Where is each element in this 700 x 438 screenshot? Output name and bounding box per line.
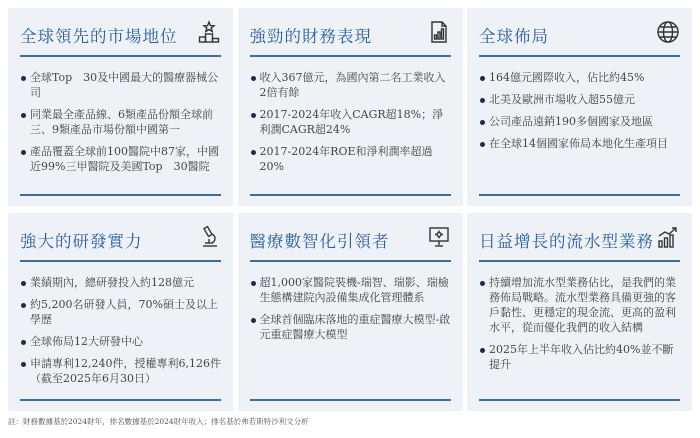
list-item: 全球首個臨床落地的重症醫療大模型-啟元重症醫療大模型 xyxy=(250,312,451,342)
list-item: 全球Top 30及中國最大的醫療器械公司 xyxy=(20,70,221,100)
card-title: 全球領先的市場地位 xyxy=(20,27,178,46)
card-recurring-business xyxy=(467,213,692,411)
list-item: 業績期內，總研發投入約128億元 xyxy=(20,275,221,290)
list-item: 超1,000家醫院裝機-瑞智、瑞影、瑞檢生態構建院內設備集成化管理體系 xyxy=(250,275,451,305)
bullet-list xyxy=(20,275,221,393)
footnote: 註：財務數據基於2024財年，排名數據基於2024財年收入；排名基於弗若斯特沙利文分析 xyxy=(8,417,309,426)
list-item: 2025年上半年收入佔比約40%並不斷提升 xyxy=(479,342,680,372)
title-divider xyxy=(250,260,451,262)
card-global-footprint xyxy=(467,8,692,206)
highlights-grid xyxy=(8,8,692,411)
podium-star-icon xyxy=(197,20,221,44)
list-item: 產品覆蓋全球前100醫院中87家，中國近99%三甲醫院及美國Top 30醫院 xyxy=(20,144,221,174)
list-item: 2017-2024年ROE和淨利潤率超過20% xyxy=(250,144,451,174)
bullet-list xyxy=(479,70,680,158)
card-rnd-strength xyxy=(8,213,233,411)
globe-icon xyxy=(656,20,680,44)
card-title: 日益增長的流水型業務 xyxy=(479,232,654,251)
bullet-list xyxy=(250,70,451,181)
microscope-icon xyxy=(197,225,221,249)
bullet-list xyxy=(250,275,451,349)
card-financial-performance xyxy=(238,8,463,206)
card-bottom-divider xyxy=(479,399,680,401)
financial-report-icon xyxy=(427,20,451,44)
list-item: 公司產品遠銷190多個國家及地區 xyxy=(479,114,680,129)
list-item: 約5,200名研發人員，70%碩士及以上學歷 xyxy=(20,297,221,327)
card-title: 醫療數智化引領者 xyxy=(249,232,390,251)
title-divider xyxy=(20,55,221,57)
title-divider xyxy=(20,260,221,262)
card-digital-leader xyxy=(238,213,463,411)
list-item: 北美及歐洲市場收入超55億元 xyxy=(479,92,680,107)
title-divider xyxy=(250,55,451,57)
card-bottom-divider xyxy=(479,194,680,196)
card-title: 強大的研發實力 xyxy=(20,232,143,251)
card-bottom-divider xyxy=(20,399,221,401)
card-title: 強勁的財務表現 xyxy=(249,27,372,46)
title-divider xyxy=(479,260,680,262)
growth-chart-icon xyxy=(656,225,680,249)
card-bottom-divider xyxy=(20,194,221,196)
list-item: 164億元國際收入，佔比約45% xyxy=(479,70,680,85)
card-bottom-divider xyxy=(250,194,451,196)
card-market-position xyxy=(8,8,233,206)
list-item: 申請專利12,240件，授權專利6,126件（截至2025年6月30日） xyxy=(20,356,221,386)
list-item: 收入367億元，為國內第二名工業收入2倍有餘 xyxy=(250,70,451,100)
list-item: 全球佈局12大研發中心 xyxy=(20,334,221,349)
title-divider xyxy=(479,55,680,57)
bullet-list xyxy=(20,70,221,181)
bullet-list xyxy=(479,275,680,379)
list-item: 持續增加流水型業務佔比，是我們的業務佈局戰略。流水型業務具備更強的客戶黏性、更穩定的現金流、更高的盈利水平，從而優化我們的收入結構 xyxy=(479,275,680,335)
list-item: 2017-2024年收入CAGR超18%；淨利潤CAGR超24% xyxy=(250,107,451,137)
card-bottom-divider xyxy=(250,399,451,401)
list-item: 同業最全產品線、6類產品份額全球前三、9類產品市場份額中國第一 xyxy=(20,107,221,137)
list-item: 在全球14個國家佈局本地化生產項目 xyxy=(479,136,680,151)
monitor-ai-icon xyxy=(427,225,451,249)
card-title: 全球佈局 xyxy=(479,27,549,46)
